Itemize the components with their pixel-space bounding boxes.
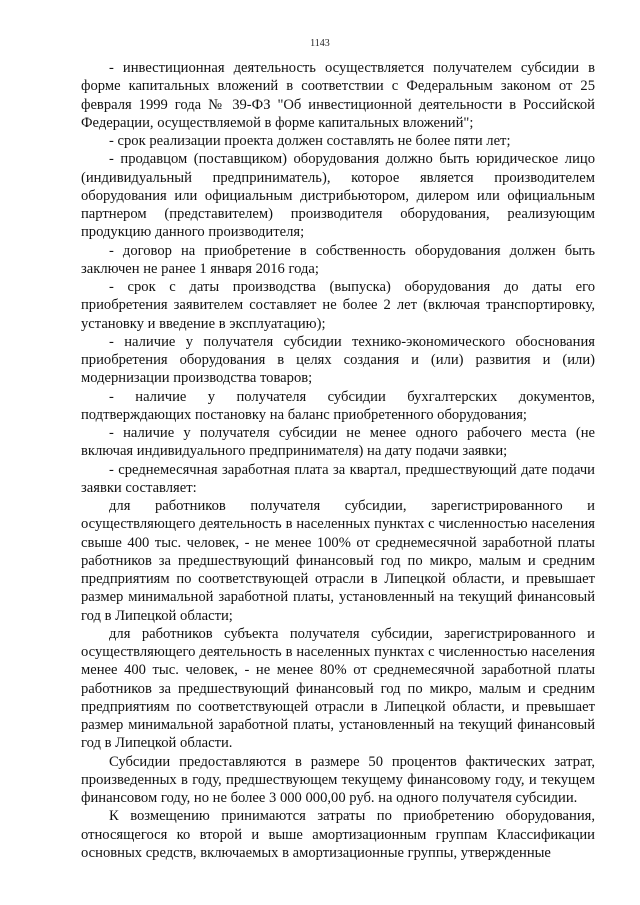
document-body xyxy=(81,59,595,862)
page-number: 1143 xyxy=(310,38,330,49)
paragraph-workplace: - наличие у получателя субсидии не менее одного рабочего места (не включая индивидуального предпринимателя) на дату подачи заявки; xyxy=(81,425,595,460)
paragraph-reimbursement: К возмещению принимаются затраты по приобретению оборудования, относящегося ко второй и выше амортизационным группам Классификации основных средств, включаемых в амортизационные группы, утвержденные xyxy=(81,808,595,861)
paragraph-feasibility: - наличие у получателя субсидии технико-экономического обоснования приобретения оборудования в целях создания и (или) развития и (или) модернизации производства товаров; xyxy=(81,333,595,387)
paragraph-production-term: - срок с даты производства (выпуска) оборудования до даты его приобретения заявителем составляет не более 2 лет (включая транспортировку, установку и введение в эксплуатацию); xyxy=(81,279,595,332)
paragraph-investment: - инвестиционная деятельность осуществляется получателем субсидии в форме капитальных вложений в соответствии с Федеральным законом от 25 февраля 1999 года № 39-ФЗ "Об инвестиционной деятельности в Российской Федерации, осуществляемой в форме капитальных вложений"; xyxy=(81,60,595,131)
paragraph-salary-large-cities: для работников получателя субсидии, зарегистрированного и осуществляющего деятельность в населенных пунктах с численностью населения свыше 400 тыс. человек, - не менее 100% от среднемесячной заработной платы работников за предшествующий финансовый год по микро, малым и средним предприятиям по соответствующей отрасли в Липецкой области, и превышает размер минимальной заработной платы, установленный на текущий финансовый год в Липецкой области; xyxy=(81,498,595,624)
paragraph-contract-date: - договор на приобретение в собственность оборудования должен быть заключен не ранее 1 января 2016 года; xyxy=(81,242,595,277)
paragraph-subsidy-amount: Субсидии предоставляются в размере 50 процентов фактических затрат, произведенных в году, предшествующем текущему финансовому году, и текущем финансовом году, но не более 3 000 000,00 руб. на одного получателя субсидии. xyxy=(81,753,595,806)
paragraph-seller: - продавцом (поставщиком) оборудования должно быть юридическое лицо (индивидуальный предприниматель), которое является производителем оборудования или официальным дистрибьютором, дилером или официальным партнером (представителем) производителя оборудования, реализующим продукцию данного производителя; xyxy=(81,151,595,241)
paragraph-accounting: - наличие у получателя субсидии бухгалтерских документов, подтверждающих постановку на баланс приобретенного оборудования; xyxy=(81,388,595,423)
paragraph-project-term: - срок реализации проекта должен составлять не более пяти лет; xyxy=(109,133,511,149)
paragraph-salary: - среднемесячная заработная плата за квартал, предшествующий дате подачи заявки составляет: xyxy=(81,461,595,496)
paragraph-salary-small-cities: для работников субъекта получателя субсидии, зарегистрированного и осуществляющего деятельность в населенных пунктах с численностью населения менее 400 тыс. человек, - не менее 80% от среднемесячной заработной платы работников за предшествующий финансовый год по микро, малым и средним предприятиям по соответствующей отрасли в Липецкой области, и превышает размер минимальной заработной платы, установленный на текущий финансовый год в Липецкой области. xyxy=(81,625,595,752)
